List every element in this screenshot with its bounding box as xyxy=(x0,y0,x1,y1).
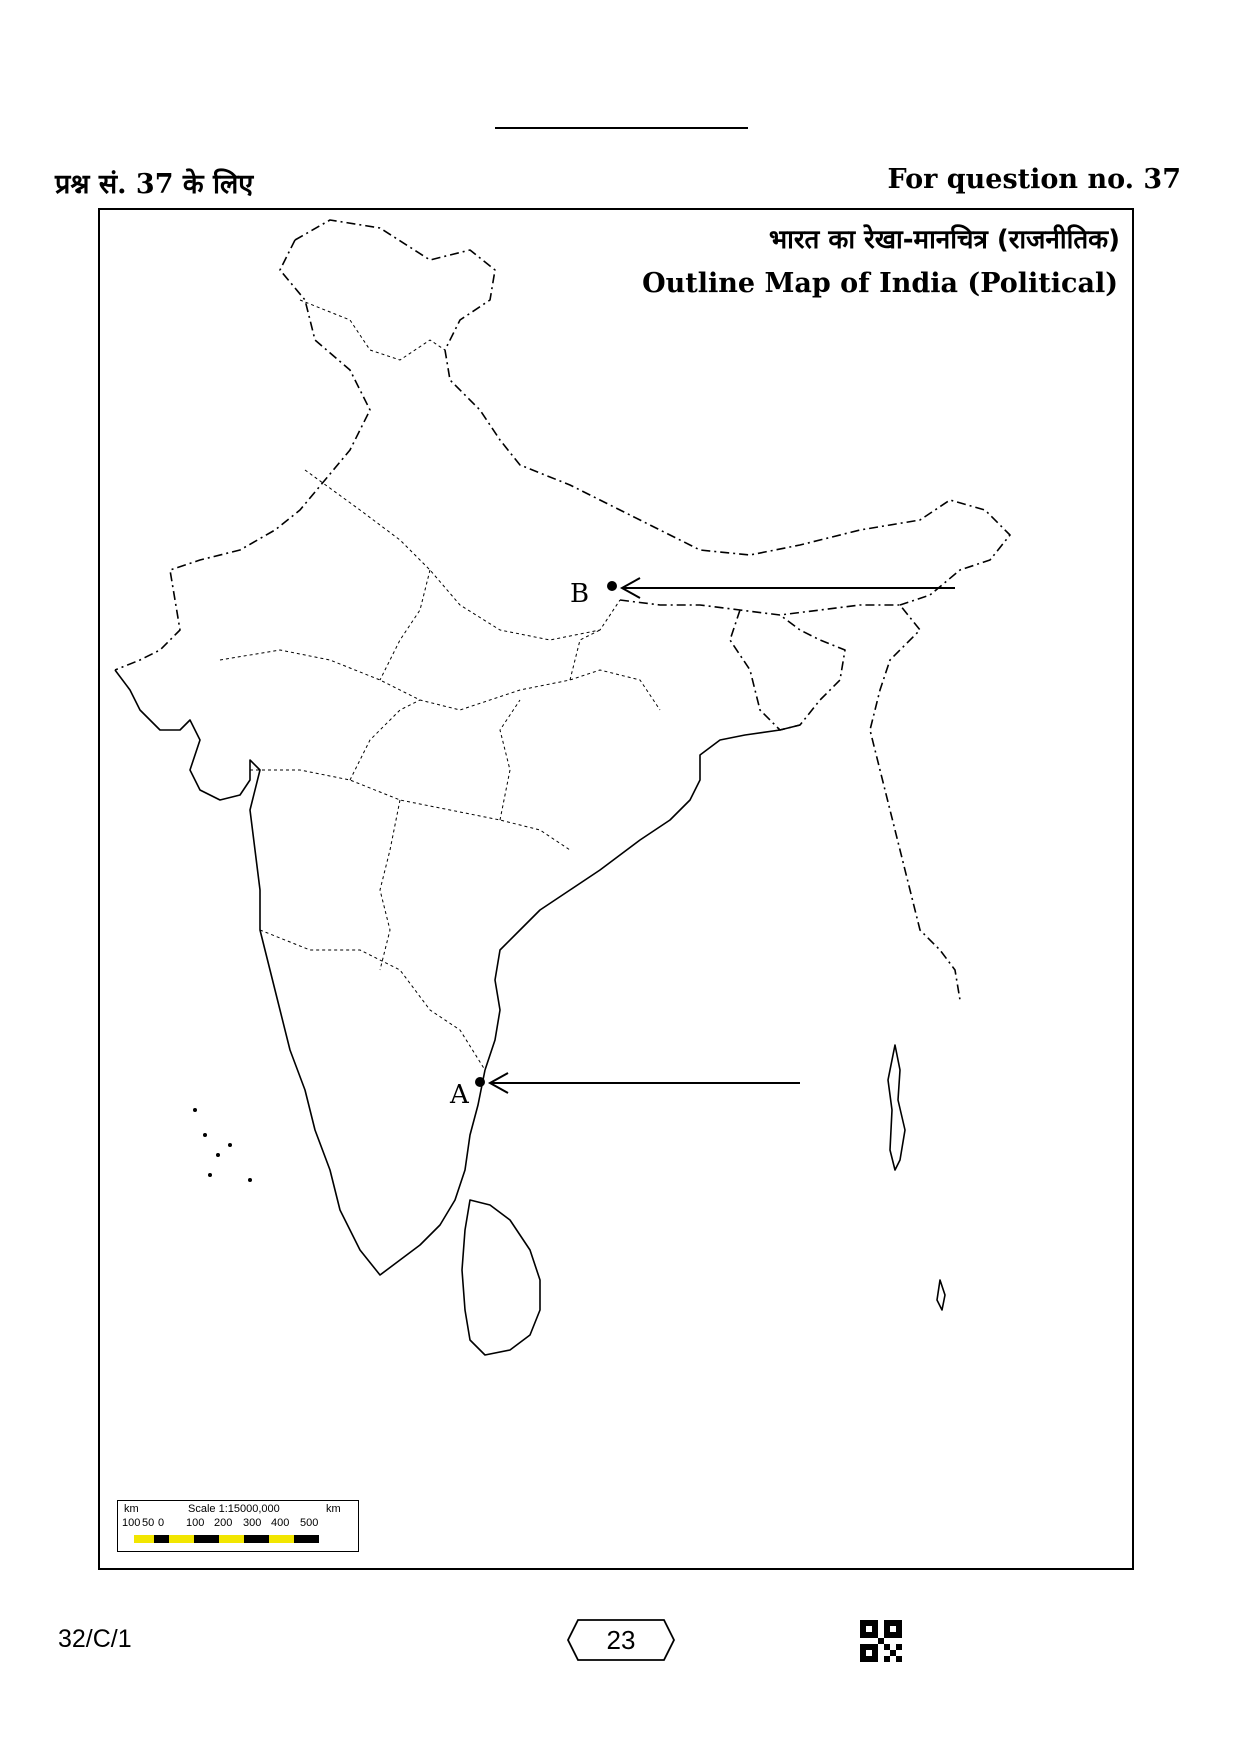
page-number: 23 xyxy=(606,1625,636,1655)
scale-segment xyxy=(169,1535,194,1543)
coastline-west xyxy=(115,670,485,1275)
scale-segment xyxy=(154,1535,169,1543)
scale-tick: 300 xyxy=(243,1517,262,1529)
scale-segment xyxy=(294,1535,319,1543)
scale-segment xyxy=(244,1535,269,1543)
scale-tick: 0 xyxy=(158,1517,165,1529)
marker-a-label: A xyxy=(450,1080,469,1110)
scale-tick: 400 xyxy=(271,1517,290,1529)
top-rule xyxy=(495,127,748,129)
scale-tick: 50 xyxy=(142,1517,155,1529)
marker-a-dot xyxy=(475,1077,485,1087)
scale-tick: 200 xyxy=(214,1517,233,1529)
andaman-islands xyxy=(888,1045,905,1170)
scale-segment xyxy=(269,1535,294,1543)
map-frame xyxy=(98,208,1134,1570)
scale-unit-left: km xyxy=(124,1503,139,1515)
paper-code: 32/C/1 xyxy=(58,1625,132,1653)
scale-ratio: Scale 1:15000,000 xyxy=(188,1503,280,1515)
coastline-east xyxy=(485,725,800,1070)
marker-b-label: B xyxy=(570,579,590,609)
india-outline-map xyxy=(100,210,1132,1568)
international-boundary-west xyxy=(115,240,370,670)
qr-code-icon xyxy=(860,1620,902,1662)
scale-tick: 100 xyxy=(186,1517,205,1529)
question-label-english: For question no. 37 xyxy=(887,164,1181,195)
scale-bar xyxy=(117,1500,359,1552)
nicobar-islands xyxy=(937,1280,945,1310)
bangladesh-boundary xyxy=(730,610,845,730)
north-east-outline xyxy=(620,600,960,1000)
question-label-hindi: प्रश्न सं. 37 के लिए xyxy=(55,169,254,200)
scale-tick: 500 xyxy=(300,1517,319,1529)
sri-lanka-outline xyxy=(462,1200,540,1355)
map-title-hindi: भारत का रेखा-मानचित्र (राजनीतिक) xyxy=(768,225,1120,255)
scale-unit-right: km xyxy=(326,1503,341,1515)
lakshadweep-islands xyxy=(193,1108,252,1182)
map-title-english: Outline Map of India (Political) xyxy=(642,268,1118,299)
scale-segment xyxy=(134,1535,154,1543)
scale-segment xyxy=(194,1535,219,1543)
scale-tick: 100 xyxy=(122,1517,141,1529)
scale-segment xyxy=(219,1535,244,1543)
marker-b-dot xyxy=(607,581,617,591)
scale-bar-graphic xyxy=(134,1535,319,1543)
